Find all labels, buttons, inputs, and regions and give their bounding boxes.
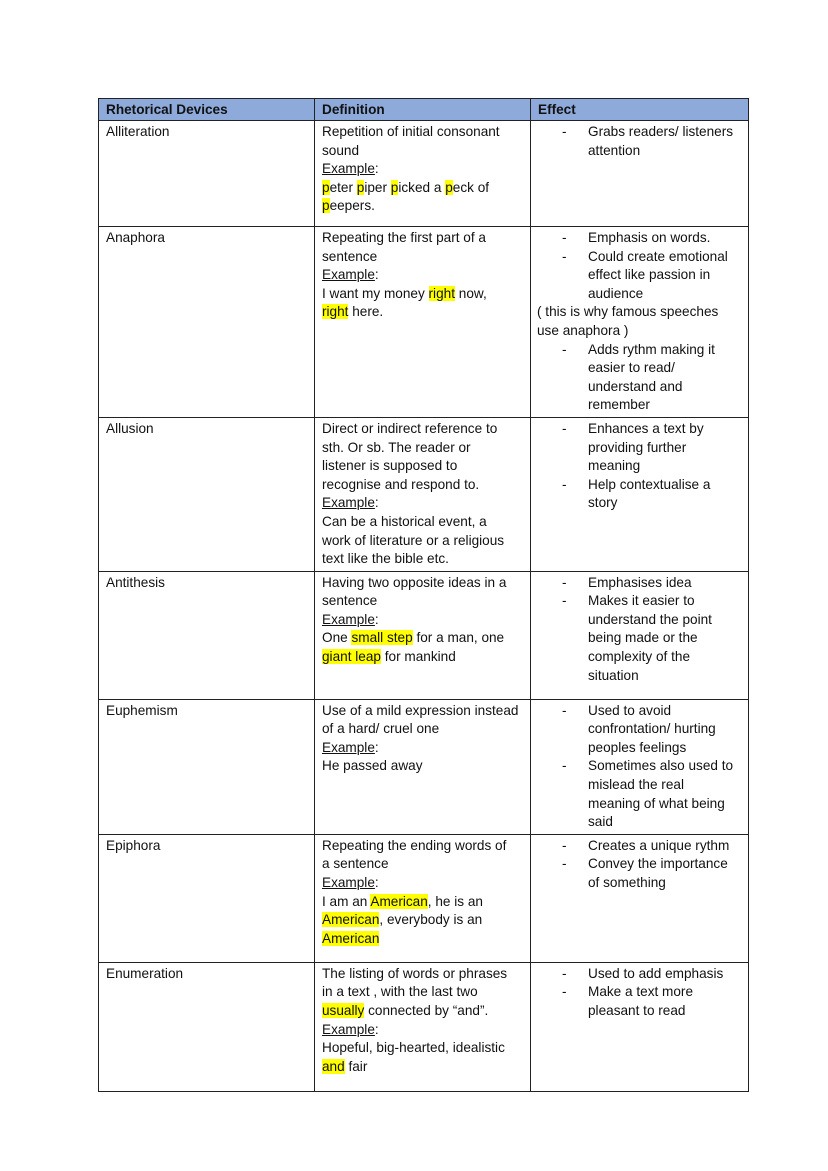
definition-line: The listing of words or phrases [322, 965, 508, 981]
device-cell [99, 699, 315, 834]
table-row [99, 699, 749, 834]
device-name: Anaphora [106, 230, 165, 245]
definition-line: sth. Or sb. The reader or [322, 439, 471, 455]
header-rhetorical-devices: Rhetorical Devices [99, 99, 315, 121]
effect-item: - Creates a unique rythm [538, 837, 741, 856]
example-line: giant leap for mankind [322, 649, 456, 665]
effect-item: - Adds rythm making it easier to read/ understand and remember [538, 341, 741, 415]
definition-line: Repeating the first part of a [322, 230, 486, 245]
example-label: Example [322, 875, 375, 891]
table-row [99, 962, 749, 1091]
device-cell [99, 571, 315, 699]
definition-line: of a hard/ cruel one [322, 721, 440, 737]
highlight: usually [322, 1003, 365, 1019]
highlight: p [322, 198, 330, 214]
device-name: Antithesis [106, 574, 165, 590]
example-line: peter piper picked a peck of [322, 179, 490, 195]
definition-line: in a text , with the last two [322, 984, 478, 1000]
highlight: right [428, 285, 455, 301]
device-cell [99, 962, 315, 1091]
effect-cell [531, 699, 749, 834]
definition-line: a sentence [322, 856, 389, 872]
definition-line: recognise and respond to. [322, 476, 480, 492]
effect-list [538, 123, 741, 160]
example-label: Example [322, 611, 375, 627]
example-colon: : [374, 611, 379, 627]
effect-list [538, 837, 741, 893]
effect-cell [531, 571, 749, 699]
effect-list [538, 229, 741, 303]
example-label: Example [322, 161, 375, 177]
device-name: Allusion [106, 420, 154, 436]
effect-item: - Convey the importance of something [538, 855, 741, 892]
definition-line: Having two opposite ideas in a [322, 574, 507, 590]
example-line: work of literature or a religious [322, 532, 505, 548]
example-line: and fair [322, 1058, 368, 1074]
highlight: American [370, 893, 428, 909]
example-colon: : [374, 875, 379, 891]
effect-item: - Could create emotional effect like passion in audience [538, 248, 741, 304]
example-label: Example [322, 495, 375, 511]
effect-item: - Makes it easier to understand the point being made or the complexity of the situation [538, 592, 741, 685]
definition-cell [315, 571, 531, 699]
example-line: One small step for a man, one [322, 630, 505, 646]
definition-line: listener is supposed to [322, 458, 458, 474]
effect-cell [531, 834, 749, 962]
definition-cell [315, 699, 531, 834]
highlight: p [390, 179, 399, 195]
effect-list [538, 341, 741, 415]
definition-line: Direct or indirect reference to [322, 420, 498, 436]
highlight: p [445, 179, 453, 195]
example-line: Hopeful, big-hearted, idealistic [322, 1040, 505, 1056]
definition-cell [315, 962, 531, 1091]
highlight: and [322, 1058, 345, 1074]
effect-item: - Used to avoid confrontation/ hurting peoples feelings [538, 702, 741, 758]
example-line: right here. [322, 304, 384, 320]
example-label: Example [322, 267, 375, 283]
effect-note: ( this is why famous speeches [537, 304, 719, 320]
effect-list [538, 965, 741, 1021]
effect-item: - Grabs readers/ listeners attention [538, 123, 741, 160]
definition-line: Repetition of initial consonant [322, 124, 500, 139]
example-line: He passed away [322, 758, 423, 774]
example-line: I am an American, he is an [322, 893, 483, 909]
effect-cell [531, 121, 749, 227]
example-line: I want my money right now, [322, 285, 487, 301]
example-line: text like the bible etc. [322, 551, 449, 567]
definition-cell [315, 227, 531, 418]
device-name: Alliteration [106, 124, 170, 139]
device-cell [99, 417, 315, 571]
definition-line: Repeating the ending words of [322, 837, 507, 853]
effect-cell [531, 417, 749, 571]
header-row [99, 99, 749, 121]
definition-line: sentence [322, 248, 378, 264]
highlight: small step [351, 630, 413, 646]
effect-item: - Emphasis on words. [538, 229, 741, 248]
effect-list [538, 702, 741, 832]
example-label: Example [322, 739, 375, 755]
definition-line: sound [322, 142, 360, 158]
device-cell [99, 227, 315, 418]
table-row [99, 834, 749, 962]
device-name: Epiphora [106, 837, 161, 853]
highlight: American [322, 930, 380, 946]
effect-item: - Enhances a text by providing further meaning [538, 420, 741, 476]
header-definition: Definition [315, 99, 531, 121]
effect-item: - Sometimes also used to mislead the real meaning of what being said [538, 757, 741, 831]
definition-line: Use of a mild expression instead [322, 702, 519, 718]
effect-item: - Emphasises idea [538, 574, 741, 593]
example-label: Example [322, 1021, 375, 1037]
table-row [99, 571, 749, 699]
header-effect: Effect [531, 99, 749, 121]
example-line: American, everybody is an [322, 912, 483, 928]
highlight: right [322, 304, 349, 320]
device-cell [99, 834, 315, 962]
device-name: Enumeration [106, 965, 184, 981]
effect-item: - Make a text more pleasant to read [538, 983, 741, 1020]
table-row [99, 417, 749, 571]
device-name: Euphemism [106, 702, 178, 718]
example-line [322, 930, 523, 949]
highlight: p [356, 179, 365, 195]
effect-cell [531, 227, 749, 418]
effect-item: - Used to add emphasis [538, 965, 741, 984]
effect-cell [531, 962, 749, 1091]
rhetorical-devices-table [98, 98, 749, 1092]
example-line: peepers. [322, 198, 375, 214]
effect-note: use anaphora ) [537, 322, 629, 338]
effect-item: - Help contextualise a story [538, 476, 741, 513]
definition-cell [315, 121, 531, 227]
highlight: p [322, 179, 330, 195]
highlight: American [322, 912, 380, 928]
example-colon: : [374, 739, 379, 755]
definition-cell [315, 834, 531, 962]
example-colon: : [374, 267, 379, 283]
example-line: Can be a historical event, a [322, 513, 487, 529]
table-row [99, 121, 749, 227]
table-row [99, 227, 749, 418]
example-colon: : [374, 161, 379, 177]
effect-list [538, 420, 741, 513]
example-colon: : [374, 495, 379, 511]
effect-list [538, 574, 741, 686]
definition-line: sentence [322, 593, 378, 609]
device-cell [99, 121, 315, 227]
example-colon: : [374, 1021, 379, 1037]
definition-cell [315, 417, 531, 571]
highlight: giant leap [322, 649, 381, 665]
definition-line: usually connected by “and”. [322, 1003, 489, 1019]
